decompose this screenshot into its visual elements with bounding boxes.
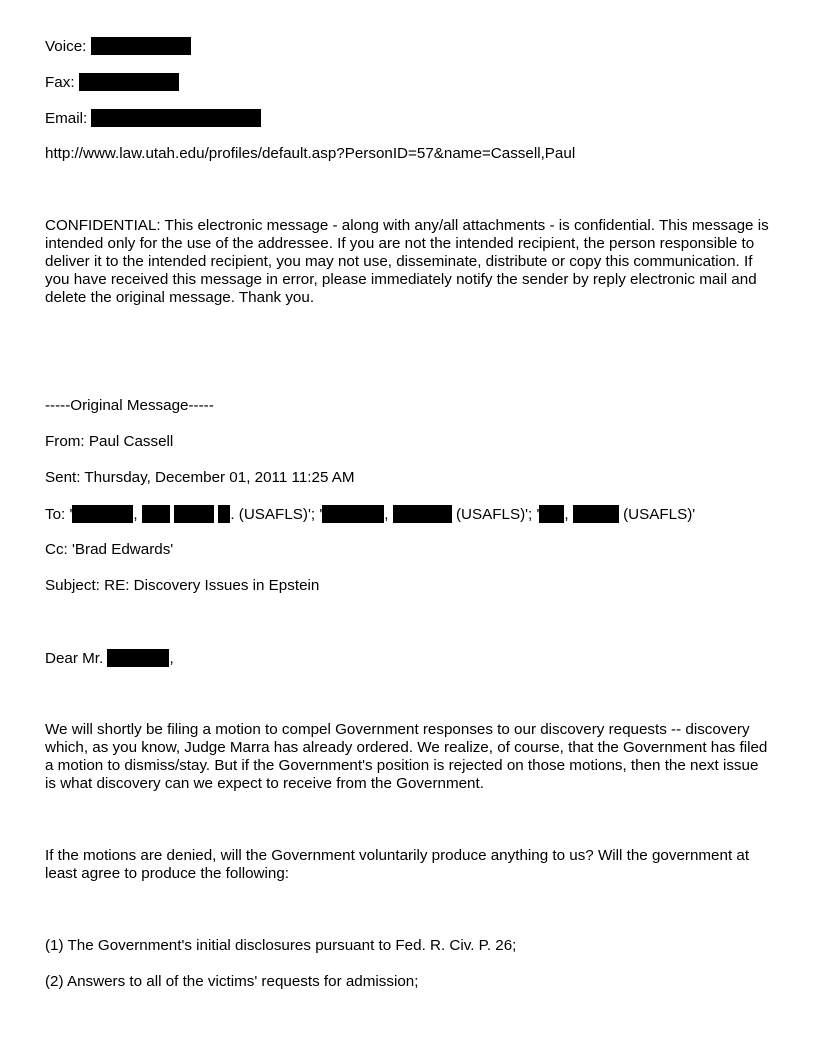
to-quote: ' [536,506,540,523]
to-comma: , [384,506,389,523]
fax-label: Fax: [45,74,75,91]
list-item-1: (1) The Government's initial disclosures pursuant to Fed. R. Civ. P. 26; [45,937,517,954]
salutation-suffix: , [169,650,174,667]
redaction-block [573,505,619,523]
redaction-block [79,73,179,91]
redaction-block [107,649,169,667]
redaction-block [393,505,452,523]
redaction-block [72,505,133,523]
to-line [45,505,695,524]
to-comma: , [564,506,569,523]
to-label: To: ' [45,506,73,523]
original-message-separator: -----Original Message----- [45,397,214,414]
redaction-block [322,505,384,523]
voice-line [45,37,191,56]
redaction-block [142,505,170,523]
sent-line: Sent: Thursday, December 01, 2011 11:25 AM [45,469,355,486]
confidential-notice: CONFIDENTIAL: This electronic message - along with any/all attachments - is confidential. This message is intended only for the use of the addressee. If you are not the intended recipient, the person responsible to deliver it to the intended recipient, you may not use, disseminate, distribute or copy this communication. If you have received this message in error, please immediately notify the sender by reply electronic mail and delete the original message. Thank you. [45,217,769,306]
redaction-block [91,109,261,127]
to-usafls-1: . (USAFLS)'; [230,506,316,523]
email-label: Email: [45,110,88,127]
salutation [45,649,174,668]
list-item-2: (2) Answers to all of the victims' requests for admission; [45,973,419,990]
redaction-block [174,505,214,523]
body-paragraph-1: We will shortly be filing a motion to compel Government responses to our discovery requests -- discovery which, as you know, Judge Marra has already ordered. We realize, of course, that the Government has filed a motion to dismiss/stay. But if the Government's position is rejected on those motions, then the next issue is what discovery can we expect to receive from the Government. [45,721,768,792]
to-usafls-2: (USAFLS)'; [455,506,533,523]
to-comma: , [133,506,138,523]
to-quote: ' [319,506,323,523]
salutation-prefix: Dear Mr. [45,650,104,667]
from-line: From: Paul Cassell [45,433,174,450]
redaction-block [218,505,230,523]
redaction-block [536,505,564,523]
subject-line: Subject: RE: Discovery Issues in Epstein [45,577,320,594]
fax-line [45,73,179,92]
to-usafls-3: (USAFLS)' [623,506,696,523]
body-paragraph-2: If the motions are denied, will the Government voluntarily produce anything to us? Will the government at least agree to produce the following: [45,847,750,882]
redaction-block [91,37,191,55]
cc-line: Cc: 'Brad Edwards' [45,541,174,558]
email-line [45,109,261,128]
voice-label: Voice: [45,38,87,55]
profile-url: http://www.law.utah.edu/profiles/default.asp?PersonID=57&name=Cassell,Paul [45,145,576,162]
